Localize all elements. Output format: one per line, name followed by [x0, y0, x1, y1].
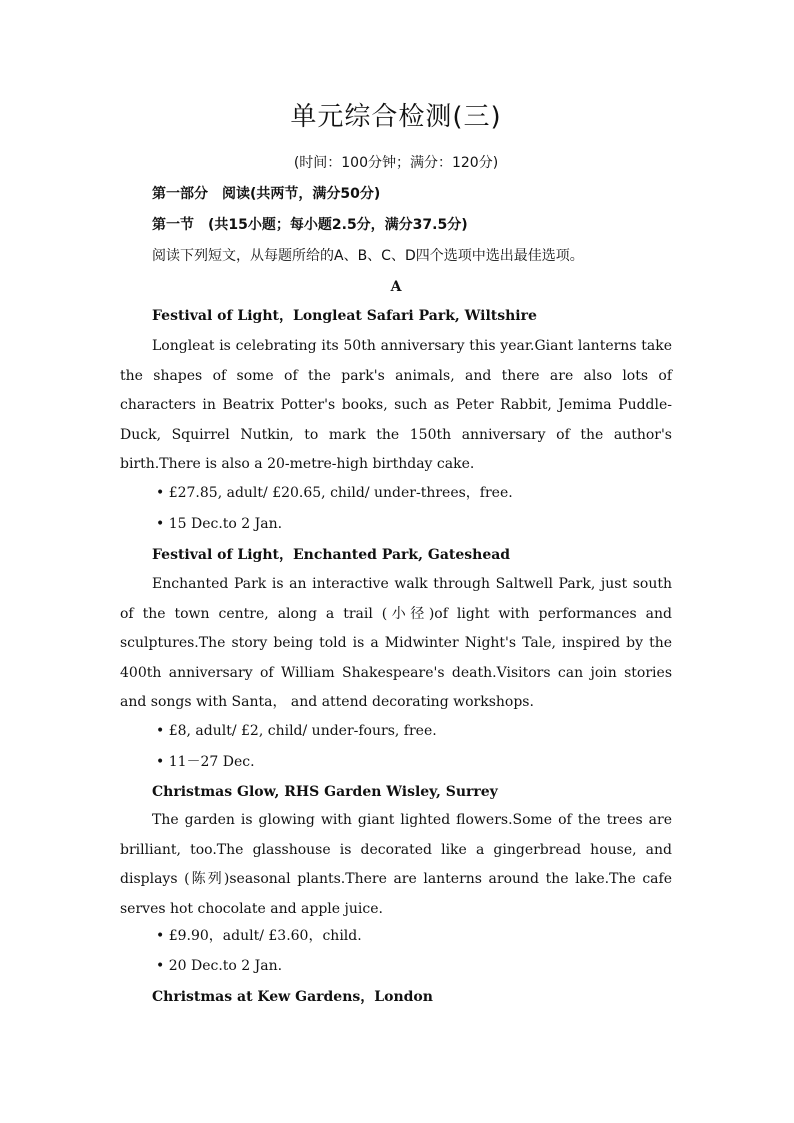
- event-description: The garden is glowing with giant lighted flowers.Some of the trees are brilliant, too.The glasshouse is decorated like a gingerbread house, and displays (陈列)seasonal plants.There are lanterns around the lake.The cafe serves hot chocolate and apple juice.: [120, 812, 672, 917]
- event-description: Enchanted Park is an interactive walk through Saltwell Park, just south of the town centre, along a trail (小径)of light with performances and sculptures.The story being told is a Midwinter Night's Tale, inspired by the 400th anniversary of William Shakespeare's death.Visitors can join stories and songs with Santa， and attend decorating workshops.: [120, 576, 672, 710]
- event-heading: Christmas at Kew Gardens，London: [152, 989, 433, 1005]
- event-price: • £8, adult/ £2, child/ under-fours, free.: [156, 723, 437, 739]
- event-dates: • 15 Dec.to 2 Jan.: [156, 516, 283, 532]
- instruction-text: 阅读下列短文，从每题所给的A、B、C、D四个选项中选出最佳选项。: [152, 248, 584, 264]
- event-heading: Festival of Light，Enchanted Park, Gateshead: [152, 547, 511, 563]
- event-heading: Festival of Light，Longleat Safari Park, Wiltshire: [152, 308, 537, 324]
- event-price: • £9.90，adult/ £3.60，child.: [156, 928, 362, 944]
- page-title: 单元综合检测(三): [290, 102, 502, 132]
- event-price: • £27.85, adult/ £20.65, child/ under-threes，free.: [156, 485, 513, 501]
- event-heading: Christmas Glow, RHS Garden Wisley, Surrey: [152, 784, 498, 800]
- section-heading: 第一节 (共15小题；每小题2.5分，满分37.5分): [152, 217, 468, 233]
- time-info: (时间：100分钟；满分：120分): [293, 155, 499, 171]
- event-description: Longleat is celebrating its 50th anniversary this year.Giant lanterns take the shapes of some of the park's animals, and there are also lots of characters in Beatrix Potter's books, such as Peter Rabbit, Jemima Puddle-Duck, Squirrel Nutkin, to mark the 150th anniversary of the author's birth.There is also a 20-metre-high birthday cake.: [120, 338, 672, 472]
- event-dates: • 20 Dec.to 2 Jan.: [156, 958, 283, 974]
- passage-label: A: [390, 279, 402, 295]
- part-heading: 第一部分 阅读(共两节，满分50分): [152, 186, 381, 202]
- event-dates: • 11－27 Dec.: [156, 754, 255, 770]
